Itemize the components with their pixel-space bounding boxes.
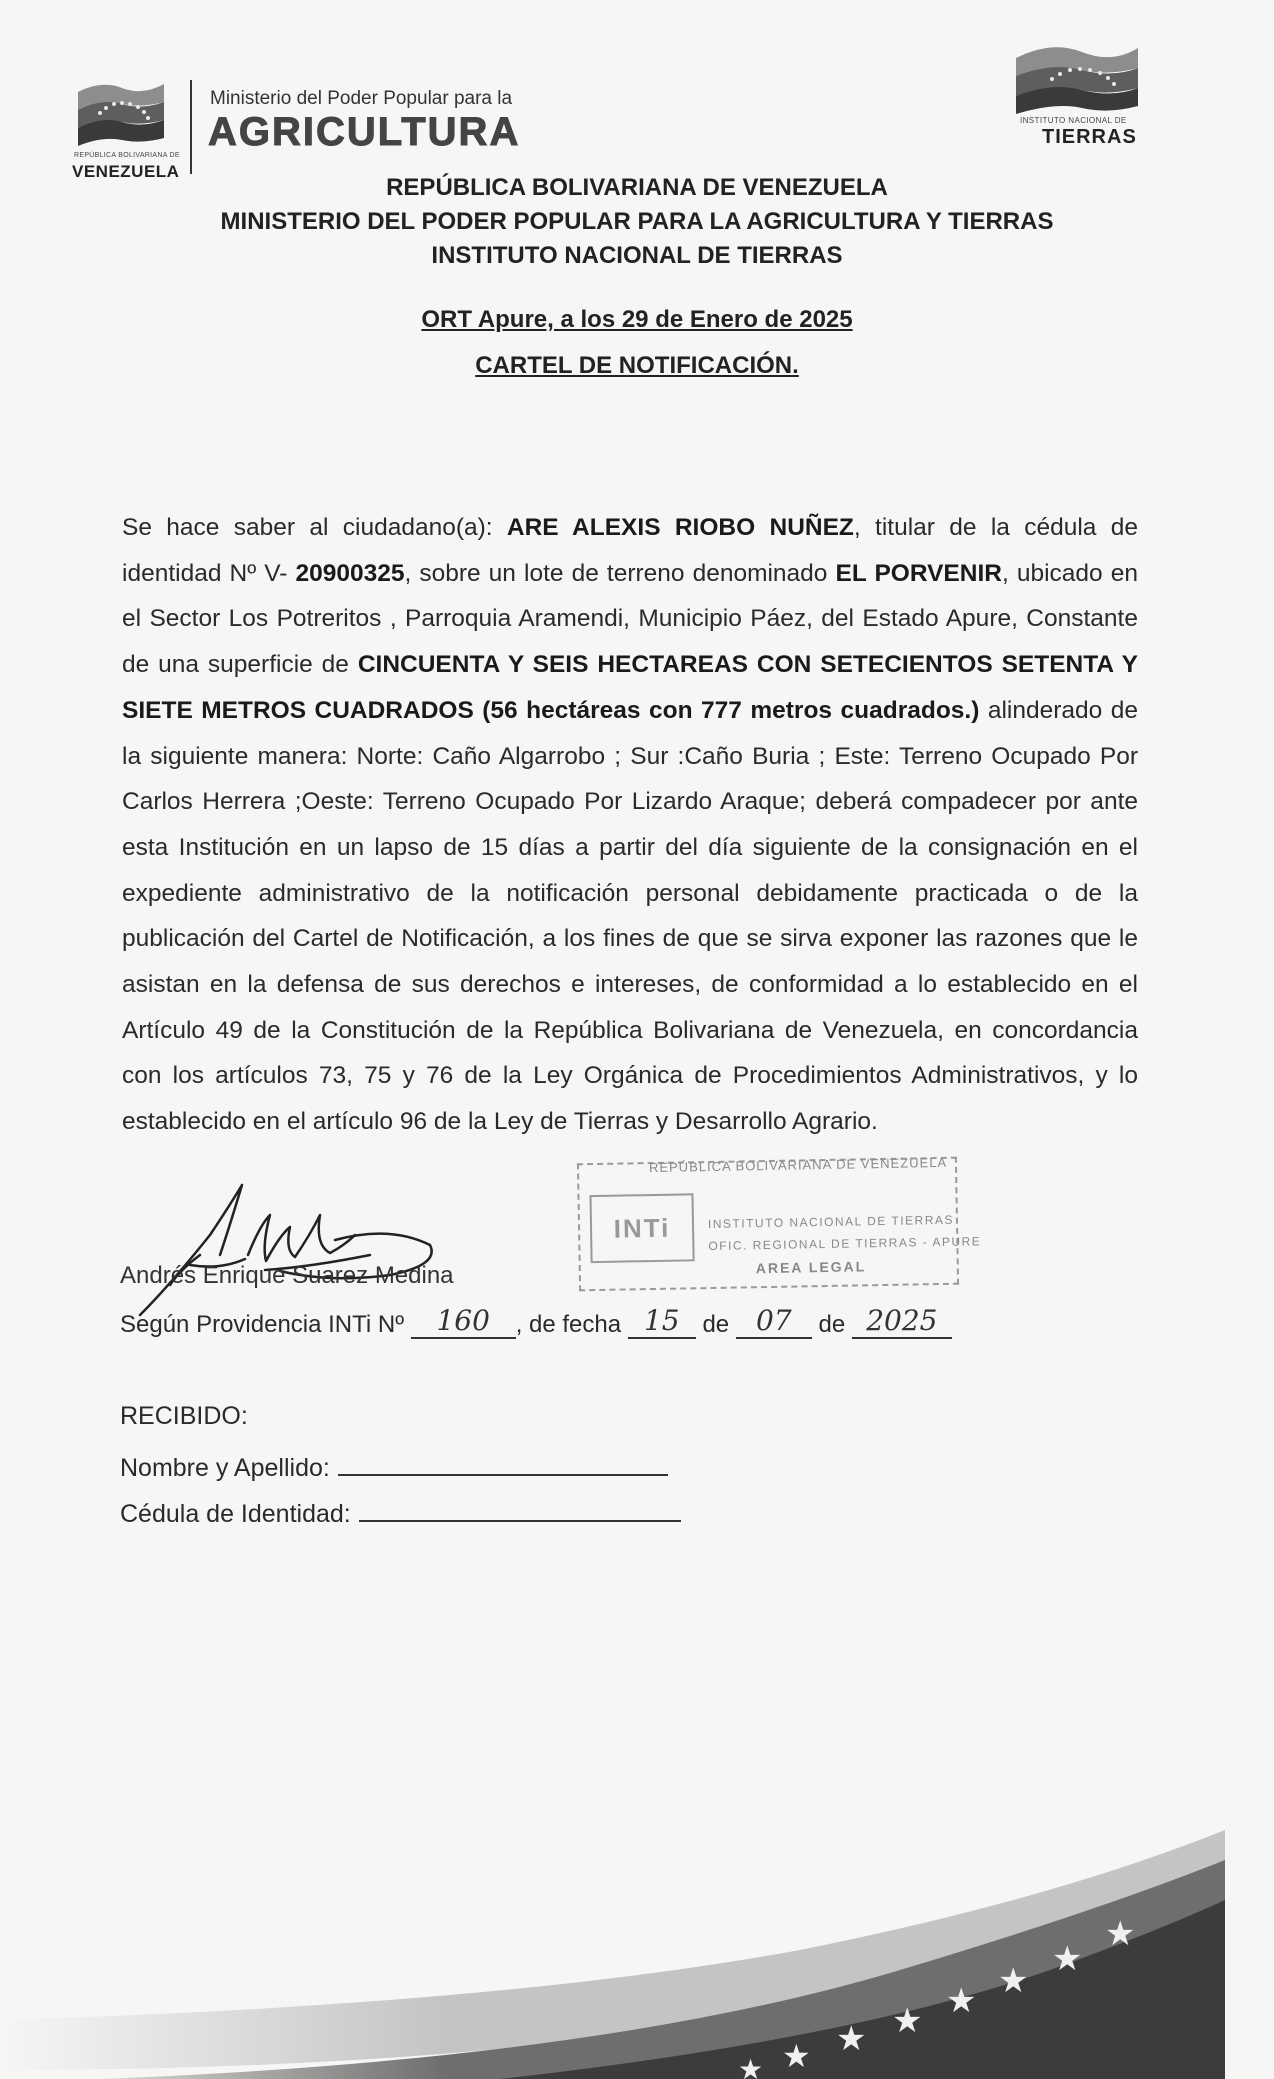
date-label: , de fecha xyxy=(515,1311,622,1338)
de-label: de xyxy=(702,1311,730,1338)
place-date: ORT Apure, a los 29 de Enero de 2025 xyxy=(421,306,853,333)
logo-divider xyxy=(190,80,192,174)
footer-flag-wave xyxy=(0,1820,1274,2079)
body-text: alinderado de la siguiente manera: Norte: Caño Algarrobo ; Sur :Caño Buria ; Este: Terreno Ocupado Por Carlos Herrera ;Oeste: Terreno Ocupado Por Lizardo Araque; deberá compadecer por ante esta Institución en un lapso de 15 días a partir del día siguiente de la consignación en el expediente administrativo de la notificación personal debidamente practicada o de la publicación del Cartel de Notificación, a los fines de que se sirva exponer las razones que le asistan en la defensa de sus derechos e intereses, de conformidad a lo establecido en el Artículo 49 de la Constitución de la República Bolivariana de Venezuela, en concordancia con los artículos 73, 75 y 76 de la Ley Orgánica de Procedimientos Administrativos, y lo establecido en el artículo 96 de la Ley de Tierras y Desarrollo Agrario. xyxy=(122,696,1138,1136)
citizen-id: 20900325 xyxy=(295,559,405,587)
country-name: VENEZUELA xyxy=(72,162,180,181)
date-year: 2025 xyxy=(852,1304,952,1339)
header-line-2: MINISTERIO DEL PODER POPULAR PARA LA AGRICULTURA Y TIERRAS xyxy=(220,208,1054,235)
name-blank-line xyxy=(338,1452,668,1476)
stamp-line-2: OFIC. REGIONAL DE TIERRAS - APURE xyxy=(708,1234,982,1254)
date-month: 07 xyxy=(736,1304,812,1339)
name-label: Nombre y Apellido: xyxy=(120,1454,330,1482)
notification-body xyxy=(122,505,1138,1145)
body-text: , titular de la cédula de identidad Nº V- xyxy=(122,514,1139,587)
institute-small-text: INSTITUTO NACIONAL DE xyxy=(1020,116,1127,125)
stamp-line-3: AREA LEGAL xyxy=(755,1258,867,1277)
svg-text:★: ★ xyxy=(892,2001,923,2041)
body-text: , ubicado en el Sector Los Potreritos , Parroquia Aramendi, Municipio Páez, del Estado Apure, Constante de una superficie de xyxy=(122,559,1138,679)
body-text: , sobre un lote de terreno denominado xyxy=(404,559,836,587)
body-text: Se hace saber al ciudadano(a): xyxy=(122,514,507,541)
land-area: CINCUENTA Y SEIS HECTAREAS CON SETECIENTOS SETENTA Y SIETE METROS CUADRADOS (56 hectáreas con 777 metros cuadrados.) xyxy=(122,651,1138,724)
svg-text:★: ★ xyxy=(836,2019,867,2059)
providencia-number: 160 xyxy=(411,1304,516,1339)
venezuela-flag-icon xyxy=(72,78,168,146)
id-blank-line xyxy=(359,1498,681,1522)
venezuela-flag-icon xyxy=(1012,40,1142,114)
providencia-row xyxy=(120,1306,952,1341)
stamp-top-text: REPÚBLICA BOLIVARIANA DE VENEZUELA xyxy=(648,1154,948,1176)
name-field-row xyxy=(120,1452,668,1483)
ministry-title: AGRICULTURA xyxy=(208,110,521,154)
providencia-label: Según Providencia INTi Nº xyxy=(120,1311,405,1338)
svg-text:★: ★ xyxy=(782,2037,811,2075)
svg-text:★: ★ xyxy=(946,1981,977,2021)
received-label: RECIBIDO: xyxy=(120,1402,248,1430)
signer-name: Andrés Enrique Suarez Medina xyxy=(120,1262,454,1289)
land-name: EL PORVENIR xyxy=(835,559,1002,587)
svg-text:★: ★ xyxy=(998,1961,1029,2001)
citizen-name: ARE ALEXIS RIOBO NUÑEZ xyxy=(506,514,854,541)
stamp-logo: INTi xyxy=(589,1193,694,1263)
republic-small-text: REPÚBLICA BOLIVARIANA DE xyxy=(74,152,180,159)
official-stamp xyxy=(577,1154,982,1292)
header-line-1: REPÚBLICA BOLIVARIANA DE VENEZUELA xyxy=(386,174,888,201)
svg-text:★: ★ xyxy=(738,2053,764,2079)
header-line-3: INSTITUTO NACIONAL DE TIERRAS xyxy=(431,242,843,269)
id-field-row xyxy=(120,1498,681,1529)
ministry-subtitle: Ministerio del Poder Popular para la xyxy=(210,88,513,109)
date-day: 15 xyxy=(628,1304,696,1339)
svg-text:★: ★ xyxy=(1052,1939,1083,1979)
handwritten-signature xyxy=(130,1175,460,1325)
stamp-line-1: INSTITUTO NACIONAL DE TIERRAS xyxy=(707,1212,955,1232)
document-title: CARTEL DE NOTIFICACIÓN. xyxy=(475,352,799,379)
id-label: Cédula de Identidad: xyxy=(120,1500,351,1528)
svg-text:★: ★ xyxy=(1105,1914,1136,1954)
de-label: de xyxy=(818,1311,846,1338)
institute-name: TIERRAS xyxy=(1042,126,1137,148)
